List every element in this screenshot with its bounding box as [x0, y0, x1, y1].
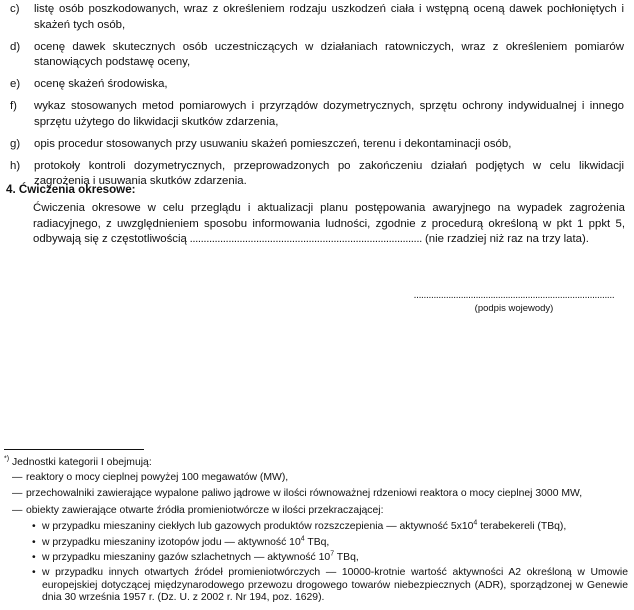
list-item-text: wykaz stosowanych metod pomiarowych i przyrządów dozymetrycznych, sprzętu ochrony indywidualnej i innego sprzętu użytego do likwidacji skutków zdarzenia, — [34, 100, 624, 128]
list-item-text: opis procedur stosowanych przy usuwaniu skażeń pomieszczeń, terenu i dekontaminacji osób, — [34, 137, 512, 150]
list-marker: f) — [10, 100, 17, 113]
dash: — — [12, 472, 23, 483]
subitem-text: w przypadku mieszaniny izotopów jodu — aktywność 10 — [42, 536, 301, 548]
footnote-item — [4, 472, 628, 484]
footnote — [4, 456, 628, 608]
list-marker: e) — [10, 78, 21, 91]
bullet: • — [32, 536, 36, 548]
list-item — [10, 137, 624, 153]
signature-line: ................................................................................. — [413, 290, 615, 301]
list-marker: g) — [10, 137, 21, 150]
footnote-divider — [4, 449, 144, 450]
list-item-text: listę osób poszkodowanych, wraz z określeniem rodzaju uszkodzeń ciała i wstępną oceną dawek pochłoniętych i skażeń tych osób, — [34, 3, 624, 31]
exponent: 7 — [330, 550, 335, 558]
footnote-item-text: przechowalniki zawierające wypalone paliwo jądrowe w ilości równoważnej rdzeniowi reaktora o mocy cieplnej 3000 MW, — [26, 488, 583, 500]
footnote-subitem — [4, 521, 628, 533]
section-heading: 4. Ćwiczenia okresowe: — [6, 183, 136, 196]
subitem-text-end: TBq, — [304, 536, 330, 548]
footnote-subitem — [4, 552, 628, 564]
list-item-text: ocenę skażeń środowiska, — [34, 78, 168, 91]
paragraph-text: Ćwiczenia okresowe w celu przeglądu i aktualizacji planu postępowania awaryjnego na wypadek zagrożenia radiacyjnego, z uwzględnieniem sposobu informowania ludności, zgodnie z procedurą określoną w pkt 1 ppkt 5, odbywają się z częstotliwością — [33, 202, 625, 246]
subitem-text: w przypadku innych otwartych źródeł promieniotwórczych — 10000-krotnie wartość aktywności A2 określoną w Umowie europejskiej dotyczącej międzynarodowego przewozu drogowego towarów niebezpiecznych (ADR), sporządzonej w Genewie dnia 30 września 1957 r. (Dz. U. z 2002 r. Nr 194, poz. 1629). — [42, 567, 628, 604]
list-item-text: ocenę dawek skutecznych osób uczestniczących w działaniach ratowniczych, wraz z określeniem pomiarów stanowiących podstawę oceny, — [34, 40, 624, 69]
list-marker: h) — [10, 159, 21, 172]
list-item-text: protokoły kontroli dozymetrycznych, przeprowadzonych po zakończeniu działań podjętych w celu likwidacji zagrożenia i usuwania skutków zdarzenia. — [34, 159, 624, 188]
footnote-title — [4, 456, 628, 469]
footnote-subitem-text — [42, 552, 628, 564]
subitem-text: w przypadku mieszaniny gazów szlachetnych — aktywność 10 — [42, 552, 331, 564]
paragraph-text-end: (nie rzadziej niż raz na trzy lata). — [421, 233, 589, 246]
list-item — [10, 99, 624, 130]
dash: — — [12, 504, 23, 516]
list-marker: d) — [10, 40, 21, 53]
subitem-text-end: terabekereli (TBq), — [477, 521, 567, 533]
signature-caption: (podpis wojewody) — [474, 303, 554, 314]
footnote-subitem-text — [42, 537, 628, 549]
bullet: • — [32, 521, 36, 533]
enumerated-list — [10, 2, 624, 196]
footnote-subitem — [4, 567, 628, 604]
dash: — — [12, 488, 23, 500]
exponent: 4 — [300, 535, 305, 543]
exponent: 4 — [473, 519, 478, 527]
footnote-marker: *) — [4, 455, 10, 463]
subitem-text: w przypadku mieszaniny ciekłych lub gazowych produktów rozszczepienia — aktywność 5x10 — [42, 521, 474, 533]
bullet: • — [32, 567, 36, 579]
bullet: • — [32, 552, 36, 564]
signature-block — [402, 290, 626, 315]
fill-in-dots: .................................................................................... — [186, 233, 422, 246]
section-paragraph — [33, 201, 625, 248]
footnote-item-text: reaktory o mocy cieplnej powyżej 100 megawatów (MW), — [26, 472, 289, 483]
list-marker: c) — [10, 3, 20, 15]
list-item — [10, 2, 624, 33]
footnote-subitem-text — [42, 521, 628, 533]
footnote-subitem — [4, 537, 628, 549]
footnote-title-text: Jednostki kategorii I obejmują: — [9, 457, 152, 468]
footnote-item-text: obiekty zawierające otwarte źródła promieniotwórcze w ilości przekraczającej: — [26, 504, 384, 516]
subitem-text-end: TBq, — [334, 552, 359, 564]
footnote-item — [4, 488, 628, 500]
footnote-subitem-text — [42, 567, 628, 604]
list-item — [10, 40, 624, 71]
footnote-item — [4, 505, 628, 517]
list-item — [10, 77, 624, 93]
